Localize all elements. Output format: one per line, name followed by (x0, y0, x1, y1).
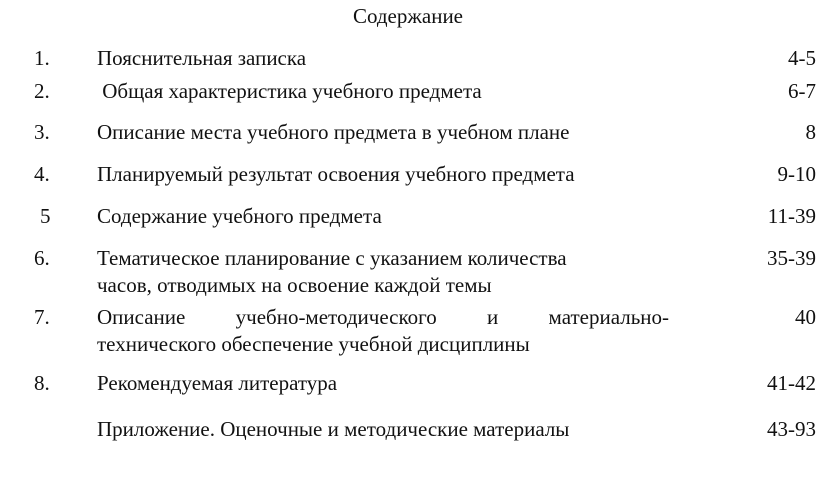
toc-item-text: Описание места учебного предмета в учебном плане (97, 120, 570, 144)
toc-item-text: Пояснительная записка (97, 46, 307, 70)
toc-item-pages: 41-42 (767, 371, 816, 395)
toc-item-pages: 40 (795, 305, 816, 329)
toc-item-number: 5 (40, 204, 51, 228)
toc-item-number: 7. (34, 305, 50, 329)
toc-item-text (97, 246, 669, 297)
toc-item-pages: 11-39 (767, 204, 816, 228)
toc-item-text: Планируемый результат освоения учебного предмета (97, 162, 575, 186)
toc-item-number: 6. (34, 246, 50, 270)
toc-item-text: Общая характеристика учебного предмета (97, 79, 482, 103)
toc-item-text-line: Тематическое планирование с указанием количества (97, 246, 567, 270)
toc-item-pages: 43-93 (767, 417, 816, 441)
toc-item-number: 3. (34, 120, 50, 144)
toc-item-text (97, 305, 669, 356)
toc-item-number: 2. (34, 79, 50, 103)
toc-item-text-line: Описание учебно-методического и материально- (97, 305, 669, 329)
toc-item-pages: 35-39 (767, 246, 816, 270)
toc-item-pages: 9-10 (777, 162, 816, 186)
toc-item-text: Содержание учебного предмета (97, 204, 382, 228)
toc-item-pages: 6-7 (788, 79, 816, 103)
toc-item-pages: 4-5 (788, 46, 816, 70)
toc-item-text-line: технического обеспечение учебной дисциплины (97, 332, 530, 356)
toc-item-number: 8. (34, 371, 50, 395)
toc-item-text: Приложение. Оценочные и методические материалы (97, 417, 570, 441)
toc-item-pages: 8 (805, 120, 816, 144)
toc-title: Содержание (352, 4, 464, 28)
toc-item-text-line: часов, отводимых на освоение каждой темы (97, 273, 492, 297)
toc-item-number: 4. (34, 162, 50, 186)
toc-item-number: 1. (34, 46, 50, 70)
toc-item-text: Рекомендуемая литература (97, 371, 338, 395)
